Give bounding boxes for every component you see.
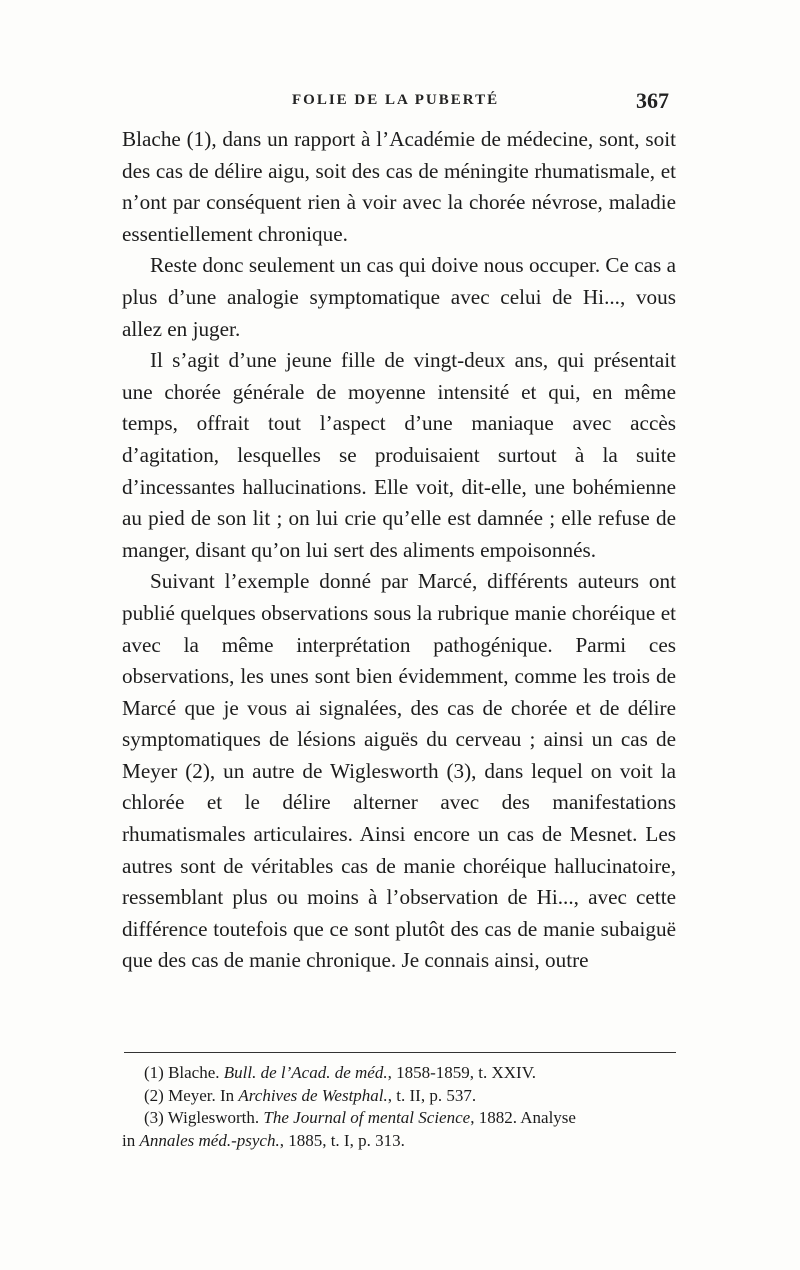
footnote-2-tail: , t. II, p. 537. <box>387 1085 477 1105</box>
footnote-1-tail: , 1858-1859, t. XXIV. <box>387 1063 537 1082</box>
footnote-3-title: The Journal of mental Science <box>263 1108 471 1127</box>
footnote-3-cont-tail: , 1885, t. I, p. 313. <box>279 1130 405 1150</box>
running-title: FOLIE DE LA PUBERTÉ <box>292 92 500 108</box>
footnote-1-lead: (1) Blache. <box>144 1063 224 1082</box>
footnote-3-tail: , 1882. Analyse <box>470 1108 576 1127</box>
footnote-2 <box>122 1085 678 1108</box>
footnote-2-lead: (2) Meyer. In <box>144 1085 239 1105</box>
footnote-3-cont-title: Annales méd.-psych. <box>139 1130 280 1150</box>
paragraph-4: Suivant l’exemple donné par Marcé, différents auteurs ont publié quelques observations sous la rubrique manie choréique et avec la même interprétation pathogénique. Parmi ces observations, les unes sont bien évidemment, comme les trois de Marcé que je vous ai signalées, des cas de chorée et de délire symptomatiques de lésions aiguës du cerveau ; ainsi un cas de Meyer (2), un autre de Wiglesworth (3), dans lequel on voit la chlorée et le délire alterner avec des manifestations rhumatismales articulaires. Ainsi encore un cas de Mesnet. Les autres sont de véritables cas de manie choréique hallucinatoire, ressemblant plus ou moins à l’observation de Hi..., avec cette différence toutefois que ce sont plutôt des cas de manie subaiguë que des cas de manie chronique. Je connais ainsi, outre <box>122 569 676 973</box>
footnote-1 <box>122 1062 678 1085</box>
paragraph-2: Reste donc seulement un cas qui doive nous occuper. Ce cas a plus d’une analogie symptomatique avec celui de Hi..., vous allez en juger. <box>122 253 677 341</box>
running-header <box>120 90 675 116</box>
footnote-3-continuation <box>122 1130 678 1153</box>
footnote-2-title: Archives de Westphal. <box>238 1085 388 1105</box>
page-number: 367 <box>636 88 669 113</box>
paragraph-3: Il s’agit d’une jeune fille de vingt-deux ans, qui présentait une chorée générale de moyenne intensité et qui, en même temps, offrait tout l’aspect d’une maniaque avec accès d’agitation, lesquelles se produisaient surtout à la suite d’incessantes hallucinations. Elle voit, dit-elle, une bohémienne au pied de son lit ; on lui crie qu’elle est damnée ; elle refuse de manger, disant qu’on lui sert des aliments empoisonnés. <box>122 348 676 562</box>
footnote-3 <box>122 1107 678 1130</box>
footnote-3-cont-lead: in <box>122 1130 140 1150</box>
body-text <box>122 124 676 977</box>
footnote-1-title: Bull. de l’Acad. de méd. <box>223 1063 388 1082</box>
footnotes <box>122 1062 678 1152</box>
paragraph-1: Blache (1), dans un rapport à l’Académie de médecine, sont, soit des cas de délire aigu, soit des cas de méningite rhumatismale, et n’ont par conséquent rien à voir avec la chorée névrose, maladie essentiellement chronique. <box>122 127 676 246</box>
footnote-divider <box>124 1052 676 1053</box>
footnote-3-lead: (3) Wiglesworth. <box>144 1108 264 1127</box>
